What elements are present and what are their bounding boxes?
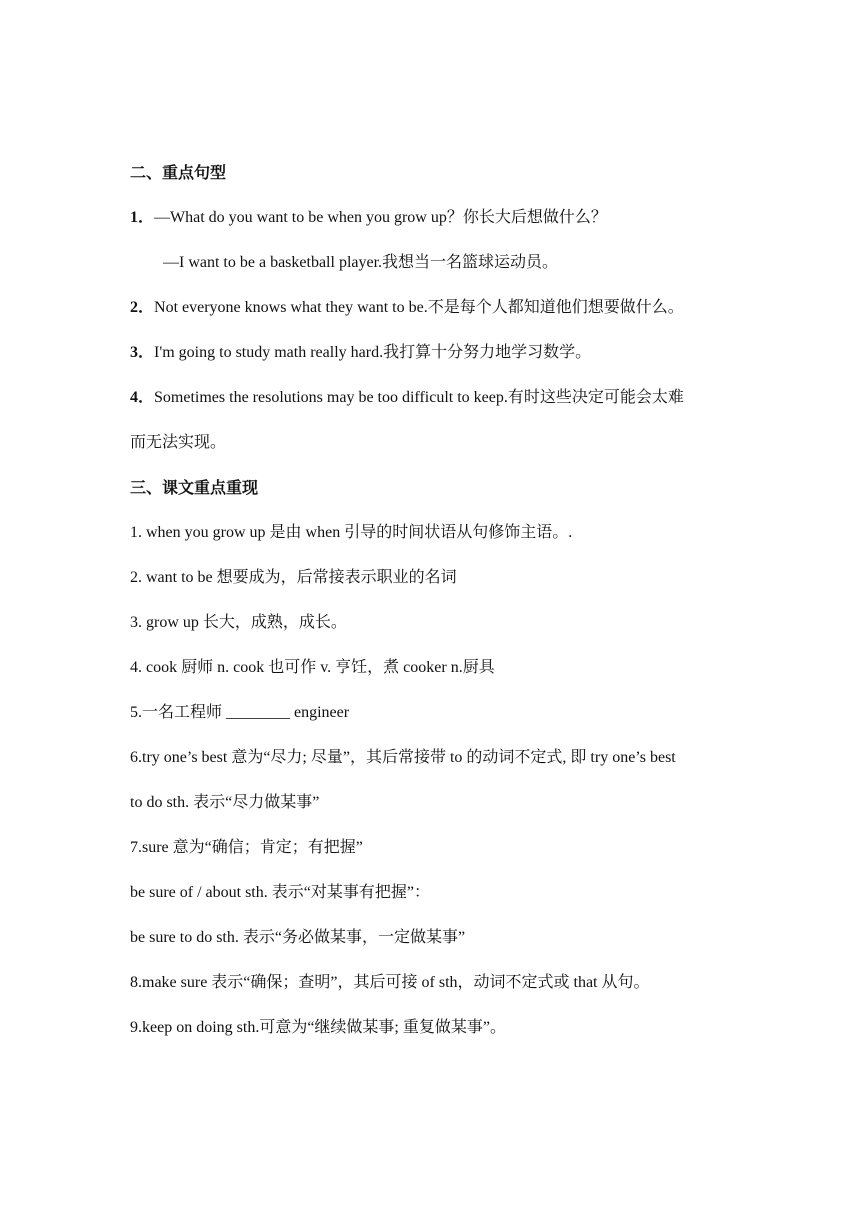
sentence-1 [130, 208, 607, 228]
section-3-heading: 三、课文重点重现 [130, 478, 259, 497]
sentence-3 [130, 343, 591, 363]
point-1: 1. when you grow up 是由 when 引导的时间状语从句修饰主语。. [130, 524, 573, 541]
point-7-usage-a: be sure of / about sth. 表示“对某事有把握”： [130, 884, 430, 901]
item-number: 4． [130, 389, 155, 406]
sentence-4 [130, 388, 684, 408]
item-text: I'm going to study math really hard.我打算十分努力地学习数学。 [154, 344, 592, 361]
item-text: —I want to be a basketball player.我想当一名篮球运动员。 [163, 254, 559, 271]
sentence-4-continued [130, 433, 226, 453]
item-number: 3． [130, 344, 155, 361]
item-text: Not everyone knows what they want to be.不是每个人都知道他们想要做什么。 [154, 299, 684, 316]
item-text: —What do you want to be when you grow up？你长大后想做什么？ [154, 209, 607, 226]
point-9: 9.keep on doing sth.可意为“继续做某事; 重复做某事”。 [130, 1019, 506, 1036]
item-number: 2． [130, 299, 155, 316]
point-2: 2. want to be 想要成为，后常接表示职业的名词 [130, 569, 457, 586]
sentence-2 [130, 298, 684, 318]
sentence-1-answer [163, 253, 558, 273]
point-6: 6.try one’s best 意为“尽力; 尽量”，其后常接带 to 的动词不定式, 即 try one’s best [130, 749, 676, 766]
point-5: 5.一名工程师 ________ engineer [130, 704, 350, 721]
point-6-continued: to do sth. 表示“尽力做某事” [130, 794, 320, 811]
point-4: 4. cook 厨师 n. cook 也可作 v. 亨饪，煮 cooker n.厨具 [130, 659, 495, 676]
point-7-usage-b: be sure to do sth. 表示“务必做某事，一定做某事” [130, 929, 466, 946]
point-3: 3. grow up 长大，成熟，成长。 [130, 614, 347, 631]
item-number: 1． [130, 209, 155, 226]
point-8: 8.make sure 表示“确保；查明”，其后可接 of sth，动词不定式或 that 从句。 [130, 974, 650, 991]
item-text: Sometimes the resolutions may be too difficult to keep.有时这些决定可能会太难 [154, 389, 684, 406]
item-text: 而无法实现。 [130, 434, 227, 451]
point-7: 7.sure 意为“确信；肯定；有把握” [130, 839, 363, 856]
section-2-heading: 二、重点句型 [130, 163, 227, 182]
